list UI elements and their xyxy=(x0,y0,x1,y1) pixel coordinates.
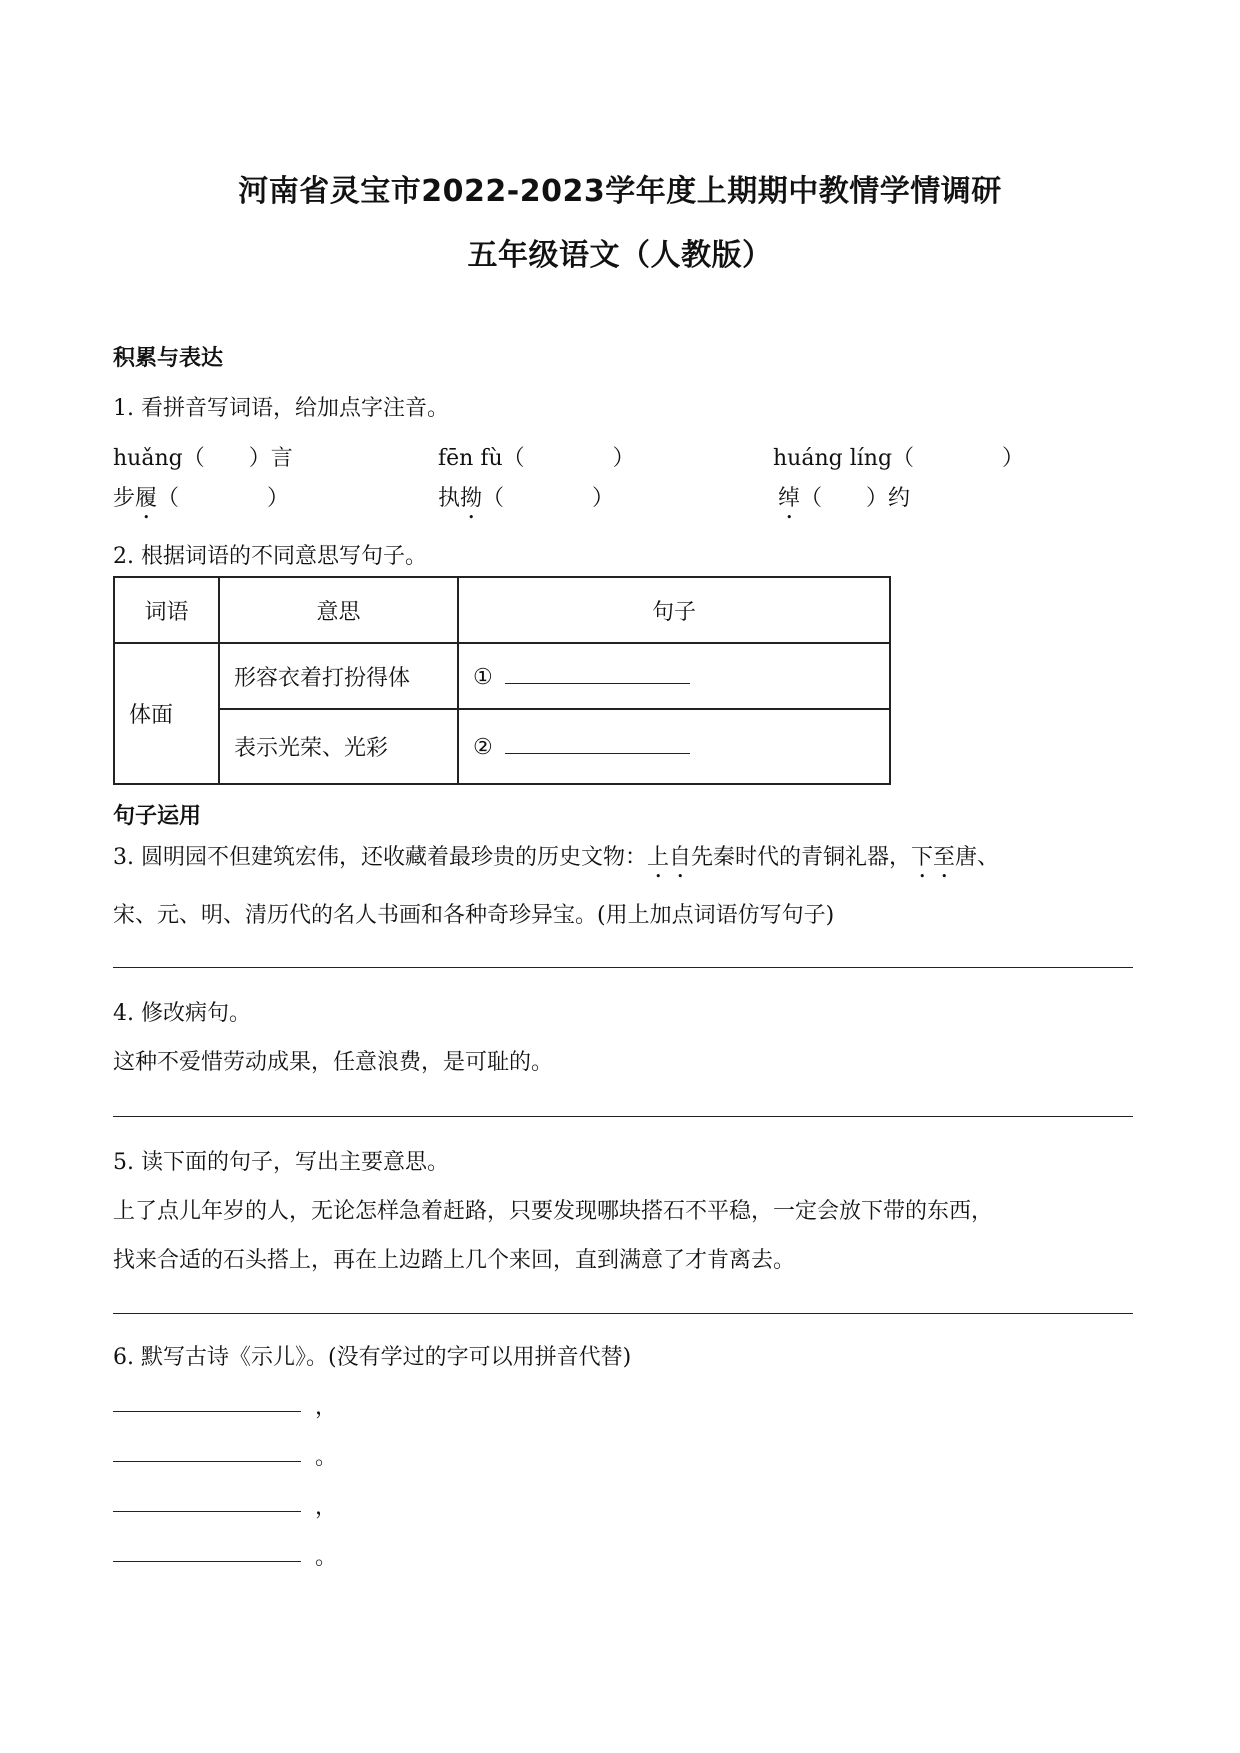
table-header-sentence: 句子 xyxy=(458,577,890,643)
dotted-word: 上自 xyxy=(647,845,692,870)
question-3-line-1: 3. 圆明园不但建筑宏伟，还收藏着最珍贵的历史文物：上自先秦时代的青铜礼器，下至唐、 xyxy=(113,845,1000,870)
dotted-word: 下至 xyxy=(911,845,956,870)
question-5-line-1: 上了点儿年岁的人，无论怎样急着赶路，只要发现哪块搭石不平稳，一定会放下带的东西， xyxy=(113,1199,994,1224)
section-heading-accumulation: 积累与表达 xyxy=(113,346,224,371)
question-5-prompt: 5. 读下面的句子，写出主要意思。 xyxy=(113,1150,449,1175)
table-header-meaning: 意思 xyxy=(219,577,458,643)
question-4-sentence: 这种不爱惜劳动成果，任意浪费，是可耻的。 xyxy=(113,1050,554,1075)
question-5-line-2: 找来合适的石头搭上，再在上边踏上几个来回，直到满意了才肯离去。 xyxy=(113,1248,796,1273)
answer-blank[interactable] xyxy=(505,733,690,754)
poem-line-punct-4: 。 xyxy=(315,1545,338,1570)
answer-marker: ② xyxy=(473,735,493,760)
question-4-prompt: 4. 修改病句。 xyxy=(113,1001,251,1026)
poem-line-blank-2[interactable] xyxy=(113,1461,301,1462)
exam-title: 河南省灵宝市2022-2023学年度上期期中教情学情调研 xyxy=(238,174,1002,209)
poem-line-blank-1[interactable] xyxy=(113,1411,301,1412)
dotted-char: 履 xyxy=(135,486,158,511)
table-sentence-1[interactable] xyxy=(458,643,890,709)
poem-line-blank-4[interactable] xyxy=(113,1561,301,1562)
poem-line-punct-1: ， xyxy=(315,1395,338,1420)
poem-line-blank-3[interactable] xyxy=(113,1511,301,1512)
table-sentence-2[interactable] xyxy=(458,709,890,784)
section-heading-sentence: 句子运用 xyxy=(113,804,202,829)
table-meaning-1: 形容衣着打扮得体 xyxy=(219,643,458,709)
q1-phonetic-item-2: 执拗（ ） xyxy=(438,486,615,511)
answer-blank[interactable] xyxy=(505,663,690,684)
q3-answer-line[interactable] xyxy=(113,967,1133,968)
question-6-prompt: 6. 默写古诗《示儿》。(没有学过的字可以用拼音代替) xyxy=(113,1345,632,1370)
question-3-line-2: 宋、元、明、清历代的名人书画和各种奇珍异宝。(用上加点词语仿写句子) xyxy=(113,903,835,928)
q1-pinyin-item-3: huáng líng（ ） xyxy=(773,446,1025,471)
q1-phonetic-item-3: 绰（ ）约 xyxy=(778,486,911,511)
question-2-prompt: 2. 根据词语的不同意思写句子。 xyxy=(113,544,427,569)
q1-phonetic-item-1: 步履（ ） xyxy=(113,486,290,511)
dotted-char: 拗 xyxy=(460,486,483,511)
poem-line-punct-3: ， xyxy=(315,1495,338,1520)
table-word-cell: 体面 xyxy=(114,643,219,784)
dotted-char: 绰 xyxy=(778,486,801,511)
table-header-word: 词语 xyxy=(114,577,219,643)
answer-marker: ① xyxy=(473,664,493,690)
word-meaning-table xyxy=(113,576,891,785)
poem-line-punct-2: 。 xyxy=(315,1445,338,1470)
q5-answer-line[interactable] xyxy=(113,1313,1133,1314)
q4-answer-line[interactable] xyxy=(113,1116,1133,1117)
q1-pinyin-item-1: huǎng（ ）言 xyxy=(113,446,293,471)
exam-subtitle: 五年级语文（人教版） xyxy=(467,238,773,273)
table-meaning-2: 表示光荣、光彩 xyxy=(219,709,458,784)
question-1-prompt: 1. 看拼音写词语，给加点字注音。 xyxy=(113,396,449,421)
q1-pinyin-item-2: fēn fù（ ） xyxy=(438,446,635,471)
